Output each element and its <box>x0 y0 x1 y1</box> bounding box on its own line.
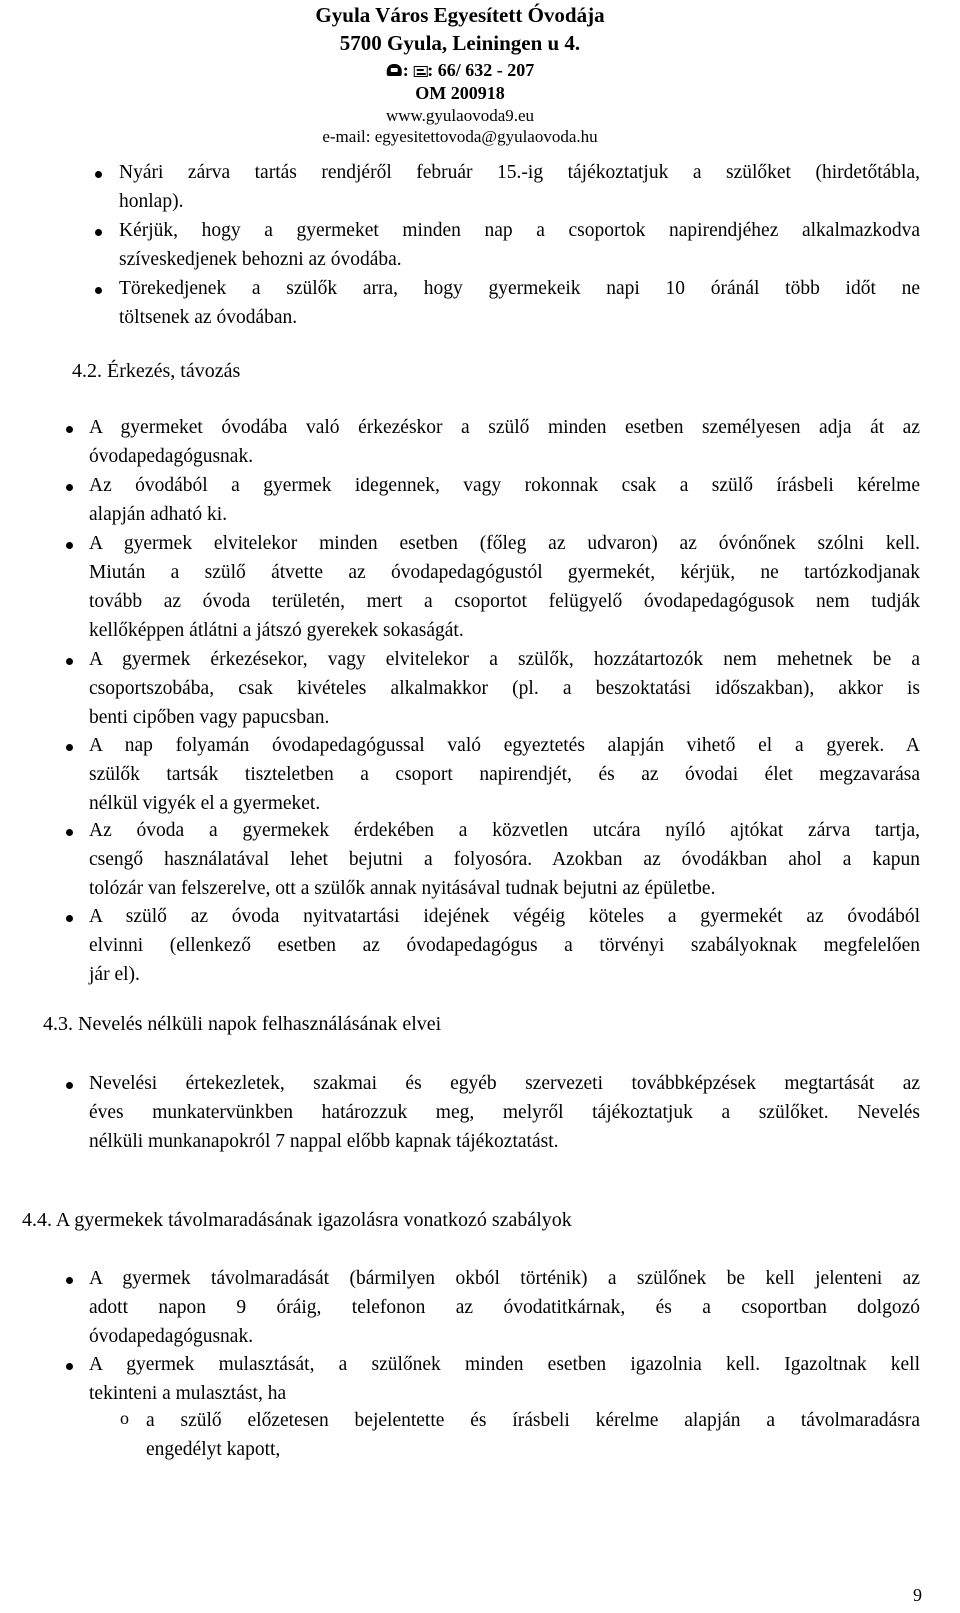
list-item: A gyermek távolmaradását (bármilyen okból történik) a szülőnek be kell jelenteni az adott napon 9 óráig, telefonon az óvodatitkárnak, és a csoportban dolgozó óvodapedagógusnak. <box>89 1268 920 1347</box>
list-bullet <box>66 426 73 433</box>
list-bullet <box>95 171 102 178</box>
telephone-icon <box>386 63 403 77</box>
list-bullet <box>66 1082 73 1089</box>
section-heading-4-3: 4.3. Nevelés nélküli napok felhasználásának elvei <box>43 1013 442 1035</box>
list-bullet <box>66 829 73 836</box>
list-bullet <box>66 484 73 491</box>
list-bullet <box>66 658 73 665</box>
email-link[interactable]: e-mail: egyesitettovoda@gyulaovoda.hu <box>322 127 598 146</box>
phone-number: : 66/ 632 - 207 <box>427 60 535 80</box>
phone-fax-line <box>386 60 535 81</box>
list-item: Nyári zárva tartás rendjéről február 15.-ig tájékoztatjuk a szülőket (hirdetőtábla, honlap). <box>119 162 920 212</box>
institution-name: Gyula Város Egyesített Óvodája <box>315 3 605 27</box>
list-bullet <box>66 1363 73 1370</box>
sublist-item: a szülő előzetesen bejelentette és írásbeli kérelme alapján a távolmaradásra engedélyt kapott, <box>146 1410 920 1460</box>
list-item: Kérjük, hogy a gyermeket minden nap a csoportok napirendjéhez alkalmazkodva szíveskedjenek behozni az óvodába. <box>119 220 920 270</box>
list-item: A nap folyamán óvodapedagógussal való egyeztetés alapján vihető el a gyerek. A szülők tartsák tiszteletben a csoport napirendjét, és az óvodai élet megzavarása nélkül vigyék el a gyermeket. <box>89 735 920 814</box>
section-heading-4-2: 4.2. Érkezés, távozás <box>72 360 241 382</box>
list-item: A gyermek érkezésekor, vagy elvitelekor a szülők, hozzátartozók nem mehetnek be a csoportszobába, csak kivételes alkalmakkor (pl. a beszoktatási időszakban), akkor is benti cipőben vagy papucsban. <box>89 649 920 728</box>
list-item: Az óvoda a gyermekek érdekében a közvetlen utcára nyíló ajtókat zárva tartja, csengő használatával lehet bejutni a folyosóra. Azokban az óvodákban ahol a kapun tolózár van felszerelve, ott a szülők annak nyitásával tudnak bejutni az épületbe. <box>89 820 920 899</box>
phone-label: : <box>402 60 414 80</box>
list-bullet <box>66 915 73 922</box>
list-item: A szülő az óvoda nyitvatartási idejének végéig köteles a gyermekét az óvodából elvinni (ellenkező esetben az óvodapedagógus a törvényi szabályoknak megfelelően jár el). <box>89 906 920 985</box>
list-item: Az óvodából a gyermek idegennek, vagy rokonnak csak a szülő írásbeli kérelme alapján adható ki. <box>89 475 920 525</box>
list-bullet <box>95 287 102 294</box>
list-item: A gyermek elvitelekor minden esetben (főleg az udvaron) az óvónőnek szólni kell. Miután a szülő átvette az óvodapedagógustól gyermekét, kérjük, ne tartózkodjanak tovább az óvoda területén, mert a csoportot felügyelő óvodapedagógusok nem tudják kellőképpen átlátni a játszó gyerekek sokaságát. <box>89 533 920 641</box>
page-number: 9 <box>913 1585 922 1605</box>
institution-address: 5700 Gyula, Leiningen u 4. <box>339 31 581 55</box>
website-link[interactable]: www.gyulaovoda9.eu <box>385 106 535 125</box>
list-bullet <box>66 1277 73 1284</box>
list-item: Törekedjenek a szülők arra, hogy gyermekeik napi 10 óránál több időt ne töltsenek az óvodában. <box>119 278 920 328</box>
section-heading-4-4: 4.4. A gyermekek távolmaradásának igazolásra vonatkozó szabályok <box>22 1209 572 1231</box>
list-bullet <box>66 542 73 549</box>
fax-icon <box>413 66 427 77</box>
list-bullet <box>66 744 73 751</box>
list-bullet <box>95 229 102 236</box>
list-item: Nevelési értekezletek, szakmai és egyéb szervezeti továbbképzések megtartását az éves munkatervünkben határozzuk meg, melyről tájékoztatjuk a szülőket. Nevelés nélküli munkanapokról 7 nappal előbb kapnak tájékoztatást. <box>89 1073 920 1152</box>
list-item: A gyermeket óvodába való érkezéskor a szülő minden esetben személyesen adja át az óvodapedagógusnak. <box>89 417 920 467</box>
list-item: A gyermek mulasztását, a szülőnek minden esetben igazolnia kell. Igazoltnak kell tekinteni a mulasztást, ha <box>89 1354 920 1404</box>
om-number: OM 200918 <box>415 83 505 103</box>
sublist-bullet: o <box>120 1408 129 1428</box>
